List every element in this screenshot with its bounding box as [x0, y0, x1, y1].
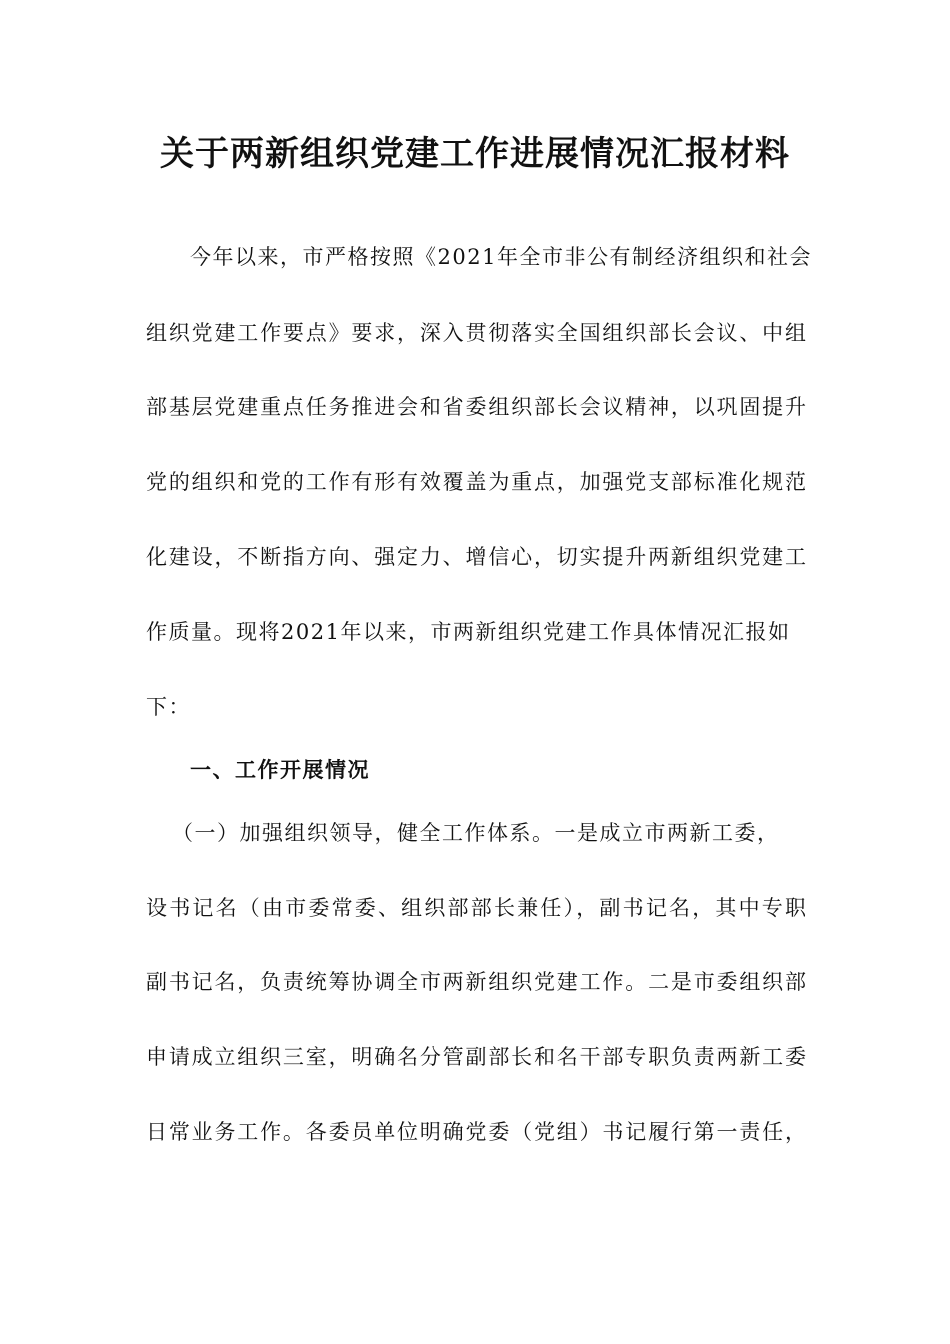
paragraph-line: 设书记名（由市委常委、组织部部长兼任），副书记名，其中专职 — [146, 896, 806, 920]
paragraph-line: 部基层党建重点任务推进会和省委组织部长会议精神，以巩固提升 — [146, 395, 806, 419]
paragraph-line: 党的组织和党的工作有形有效覆盖为重点，加强党支部标准化规范 — [146, 470, 806, 494]
paragraph-line: 作质量。现将2021年以来，市两新组织党建工作具体情况汇报如 — [146, 620, 791, 644]
paragraph-line: （一）加强组织领导，健全工作体系。一是成立市两新工委， — [172, 821, 780, 845]
section-heading: 一、工作开展情况 — [190, 758, 370, 782]
paragraph-line: 今年以来，市严格按照《2021年全市非公有制经济组织和社会 — [190, 245, 812, 269]
paragraph-line: 日常业务工作。各委员单位明确党委（党组）书记履行第一责任， — [146, 1120, 806, 1144]
paragraph-line: 副书记名，负责统筹协调全市两新组织党建工作。二是市委组织部 — [146, 970, 806, 994]
paragraph-line: 组织党建工作要点》要求，深入贯彻落实全国组织部长会议、中组 — [146, 321, 806, 345]
paragraph-line: 下： — [146, 695, 191, 719]
paragraph-line: 申请成立组织三室，明确名分管副部长和名干部专职负责两新工委 — [146, 1045, 806, 1069]
paragraph-line: 化建设，不断指方向、强定力、增信心，切实提升两新组织党建工 — [146, 545, 806, 569]
document-title: 关于两新组织党建工作进展情况汇报材料 — [160, 134, 790, 174]
